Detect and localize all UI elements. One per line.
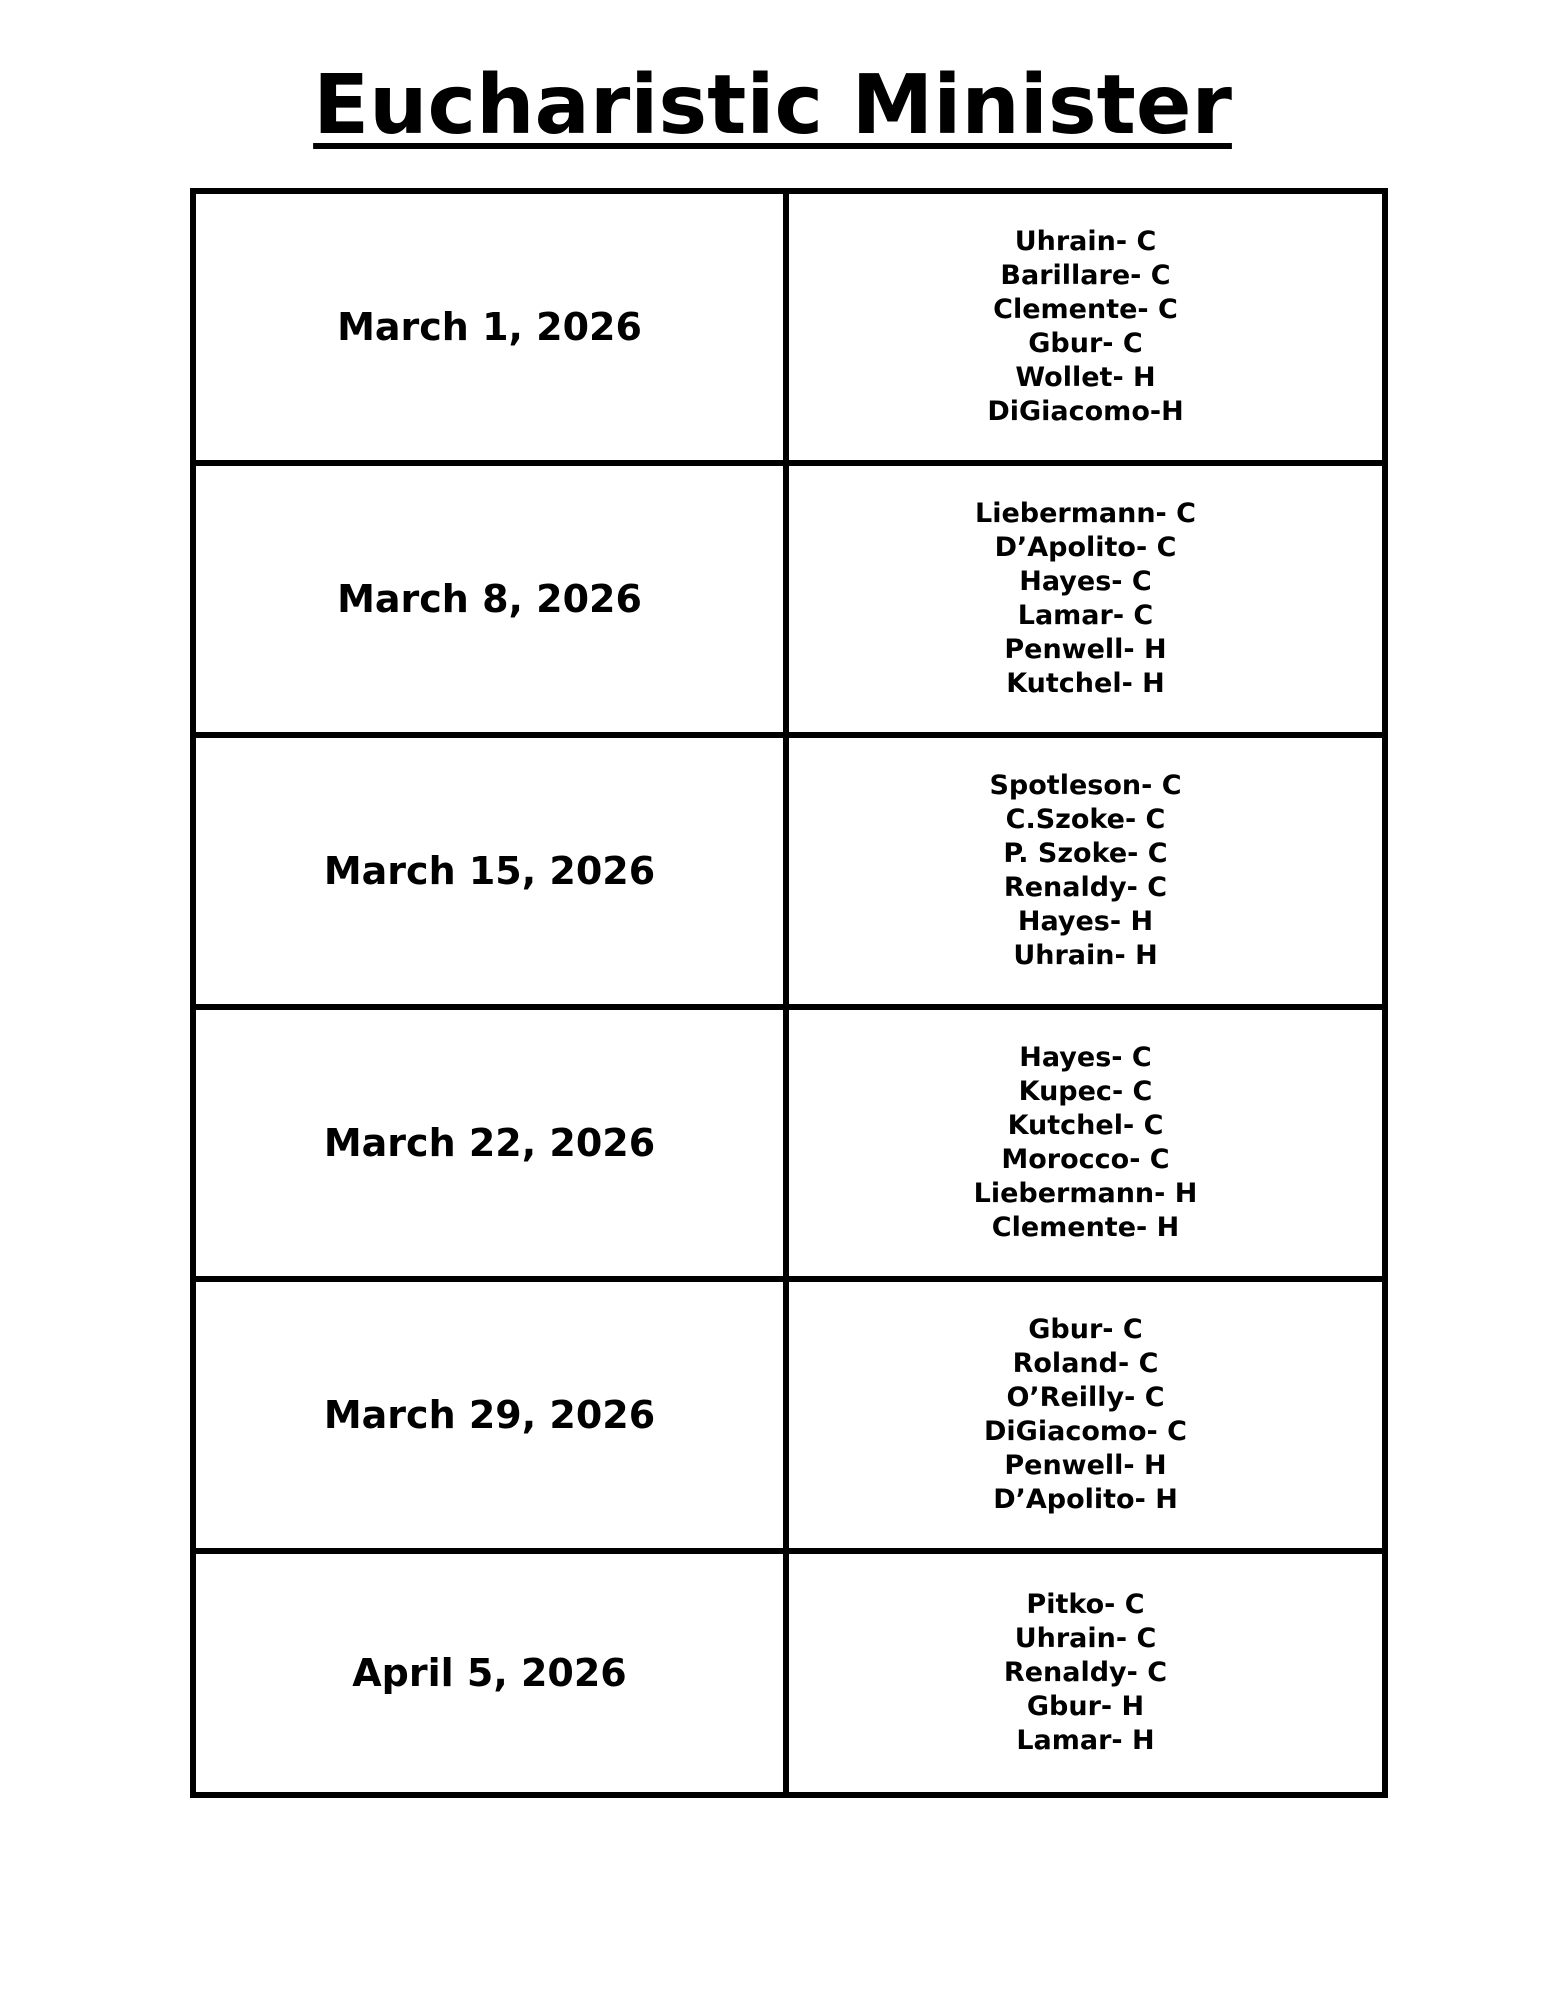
minister-list (789, 1588, 1382, 1758)
minister-name: O’Reilly- C (1006, 1382, 1165, 1413)
date-cell (193, 1007, 786, 1279)
schedule-row (193, 191, 1385, 463)
minister-list (789, 1041, 1382, 1245)
schedule-row (193, 1007, 1385, 1279)
date-cell (193, 1551, 786, 1795)
minister-name: Penwell- H (1004, 634, 1167, 665)
ministers-cell (786, 1007, 1385, 1279)
minister-name: Liebermann- C (975, 498, 1196, 529)
schedule-row (193, 1279, 1385, 1551)
minister-name: Kutchel- H (1006, 668, 1165, 699)
minister-name: Pitko- C (1026, 1589, 1145, 1620)
minister-list (789, 497, 1382, 701)
minister-name: DiGiacomo-H (987, 396, 1184, 427)
minister-name: Barillare- C (1000, 260, 1171, 291)
ministers-cell (786, 191, 1385, 463)
service-date: March 22, 2026 (323, 1121, 656, 1165)
minister-name: Lamar- C (1017, 600, 1154, 631)
minister-list (789, 769, 1382, 973)
minister-name: C.Szoke- C (1005, 804, 1166, 835)
service-date: March 15, 2026 (323, 849, 656, 893)
ministers-cell (786, 1551, 1385, 1795)
minister-name: DiGiacomo- C (984, 1416, 1187, 1447)
minister-name: D’Apolito- H (993, 1484, 1178, 1515)
schedule-table (190, 188, 1388, 1798)
page-title-text: Eucharistic Minister (313, 58, 1232, 153)
minister-name: Renaldy- C (1003, 1657, 1168, 1688)
schedule-row (193, 735, 1385, 1007)
minister-name: Uhrain- C (1014, 1623, 1157, 1654)
minister-name: Uhrain- C (1014, 226, 1157, 257)
date-cell (193, 1279, 786, 1551)
ministers-cell (786, 735, 1385, 1007)
minister-name: Hayes- C (1019, 1042, 1152, 1073)
minister-name: Penwell- H (1004, 1450, 1167, 1481)
service-date: April 5, 2026 (352, 1651, 627, 1695)
minister-name: Kutchel- C (1007, 1110, 1164, 1141)
minister-name: Lamar- H (1016, 1725, 1155, 1756)
ministers-cell (786, 1279, 1385, 1551)
minister-name: Gbur- C (1028, 1314, 1143, 1345)
minister-name: Roland- C (1012, 1348, 1159, 1379)
minister-name: D’Apolito- C (994, 532, 1177, 563)
minister-name: Liebermann- H (973, 1178, 1198, 1209)
service-date: March 29, 2026 (323, 1393, 656, 1437)
schedule-row (193, 1551, 1385, 1795)
minister-name: Uhrain- H (1013, 940, 1158, 971)
minister-name: Spotleson- C (989, 770, 1182, 801)
minister-name: Gbur- H (1026, 1691, 1145, 1722)
schedule-row (193, 463, 1385, 735)
minister-name: Kupec- C (1018, 1076, 1153, 1107)
minister-list (789, 225, 1382, 429)
date-cell (193, 191, 786, 463)
minister-name: Morocco- C (1001, 1144, 1170, 1175)
minister-name: Hayes- C (1019, 566, 1152, 597)
minister-name: Gbur- C (1028, 328, 1143, 359)
minister-list (789, 1313, 1382, 1517)
minister-name: Renaldy- C (1003, 872, 1168, 903)
service-date: March 1, 2026 (337, 305, 642, 349)
minister-name: Hayes- H (1017, 906, 1154, 937)
service-date: March 8, 2026 (337, 577, 642, 621)
date-cell (193, 735, 786, 1007)
minister-name: P. Szoke- C (1003, 838, 1168, 869)
date-cell (193, 463, 786, 735)
page-title (0, 58, 1545, 154)
ministers-cell (786, 463, 1385, 735)
minister-name: Clemente- C (993, 294, 1178, 325)
minister-name: Wollet- H (1015, 362, 1156, 393)
minister-name: Clemente- H (991, 1212, 1180, 1243)
